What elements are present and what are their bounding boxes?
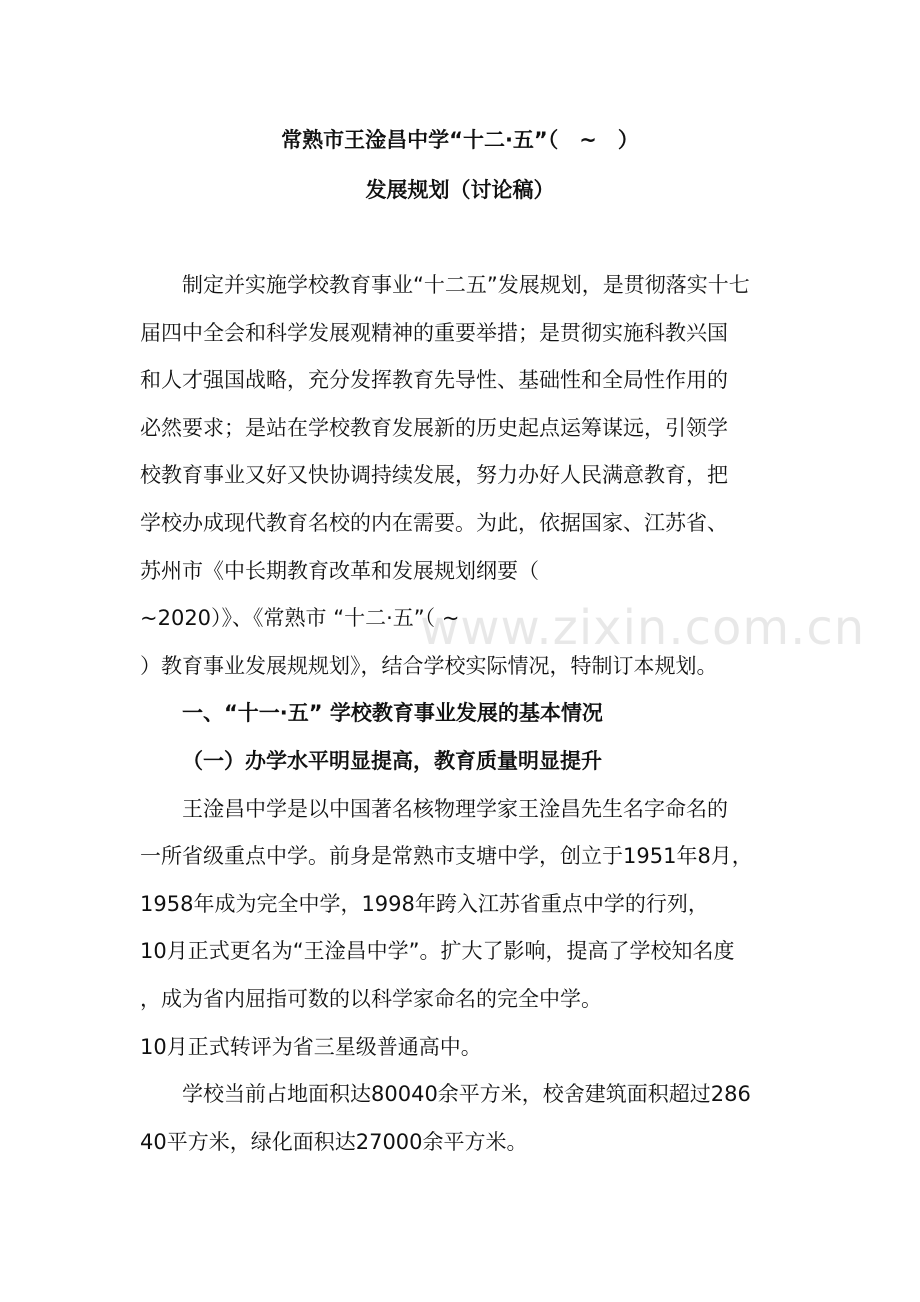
paragraph-line: 制定并实施学校教育事业“十二五”发展规划，是贯彻落实十七 <box>182 273 750 297</box>
paragraph-line: 学校办成现代教育名校的内在需要。为此，依据国家、江苏省、 <box>140 510 728 535</box>
paragraph-line: 10月正式更名为“王淦昌中学”。扩大了影响，提高了学校知名度 <box>140 939 735 964</box>
paragraph-line: 必然要求；是站在学校教育发展新的历史起点运筹谋远，引领学 <box>140 415 728 440</box>
paragraph-line: 40平方米，绿化面积达27000余平方米。 <box>140 1129 528 1154</box>
paragraph-line: ~2020）》、《常熟市 “十二·五”（ ~ <box>140 606 460 631</box>
paragraph-line: ，成为省内屈指可数的以科学家命名的完全中学。 <box>140 986 602 1011</box>
paragraph-line: 1958年成为完全中学，1998年跨入江苏省重点中学的行列， <box>140 891 709 916</box>
paragraph-line: ）教育事业发展规规划》，结合学校实际情况，特制订本规划。 <box>140 653 718 678</box>
watermark: www.zixin.com.cn <box>420 600 866 656</box>
paragraph-line: 一所省级重点中学。前身是常熟市支塘中学，创立于1951年8月， <box>140 844 753 869</box>
paragraph-line: 和人才强国战略，充分发挥教育先导性、基础性和全局性作用的 <box>140 368 728 393</box>
paragraph-line: 王淦昌中学是以中国著名核物理学家王淦昌先生名字命名的 <box>182 796 728 821</box>
paragraph-line: 届四中全会和科学发展观精神的重要举措；是贯彻实施科教兴国 <box>140 320 728 345</box>
document-body <box>140 262 800 1166</box>
subsection-heading: （一）办学水平明显提高，教育质量明显提升 <box>182 748 602 773</box>
section-heading: 一、“十一·五” 学校教育事业发展的基本情况 <box>182 701 603 726</box>
document-subtitle: 发展规划（讨论稿） <box>365 178 555 202</box>
document-title: 常熟市王淦昌中学“十二·五”（ ~ ） <box>281 128 639 152</box>
paragraph-line: 苏州市《中长期教育改革和发展规划纲要（ <box>140 558 539 583</box>
paragraph-line: 校教育事业又好又快协调持续发展，努力办好人民满意教育，把 <box>140 463 728 488</box>
paragraph-line: 学校当前占地面积达80040余平方米，校舍建筑面积超过286 <box>182 1082 751 1107</box>
paragraph-line: 10月正式转评为省三星级普通高中。 <box>140 1034 482 1059</box>
